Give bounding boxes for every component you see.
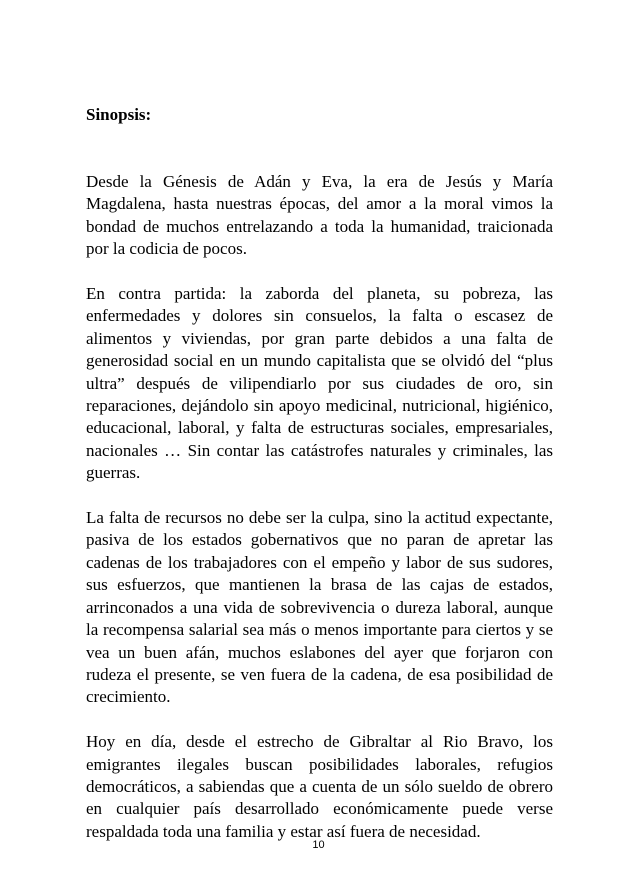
- paragraph: La falta de recursos no debe ser la culpa, sino la actitud expectante, pasiva de los estados gobernativos que no paran de apretar las cadenas de los trabajadores con el empeño y labor de sus sudores, sus esfuerzos, que mantienen la brasa de las cajas de estados, arrinconados a una vida de sobrevivencia o dureza laboral, aunque la recompensa salarial sea más o menos importante para ciertos y se vea un buen afán, muchos eslabones del ayer que forjaron con rudeza el presente, se ven fuera de la cadena, de esa posibilidad de crecimiento.: [86, 508, 553, 707]
- page-number: 10: [312, 839, 325, 851]
- section-heading: Sinopsis:: [86, 105, 152, 124]
- paragraph: Desde la Génesis de Adán y Eva, la era de Jesús y María Magdalena, hasta nuestras épocas, del amor a la moral vimos la bondad de muchos entrelazando a toda la humanidad, traicionada por la codicia de pocos.: [86, 172, 553, 259]
- synopsis-body: [86, 171, 553, 843]
- paragraph: Hoy en día, desde el estrecho de Gibraltar al Rio Bravo, los emigrantes ilegales buscan posibilidades laborales, refugios democráticos, a sabiendas que a cuenta de un sólo sueldo de obrero en cualquier país desarrollado económicamente puede verse respaldada toda una familia y estar así fuera de necesidad.: [86, 732, 553, 841]
- paragraph: En contra partida: la zaborda del planeta, su pobreza, las enfermedades y dolores sin consuelos, la falta o escasez de alimentos y viviendas, por gran parte debidos a una falta de generosidad social en un mundo capitalista que se olvidó del “plus ultra” después de vilipendiarlo por sus ciudades de oro, sin reparaciones, dejándolo sin apoyo medicinal, nutricional, higiénico, educacional, laboral, y falta de estructuras sociales, empresariales, nacionales … Sin contar las catástrofes naturales y criminales, las guerras.: [86, 284, 553, 483]
